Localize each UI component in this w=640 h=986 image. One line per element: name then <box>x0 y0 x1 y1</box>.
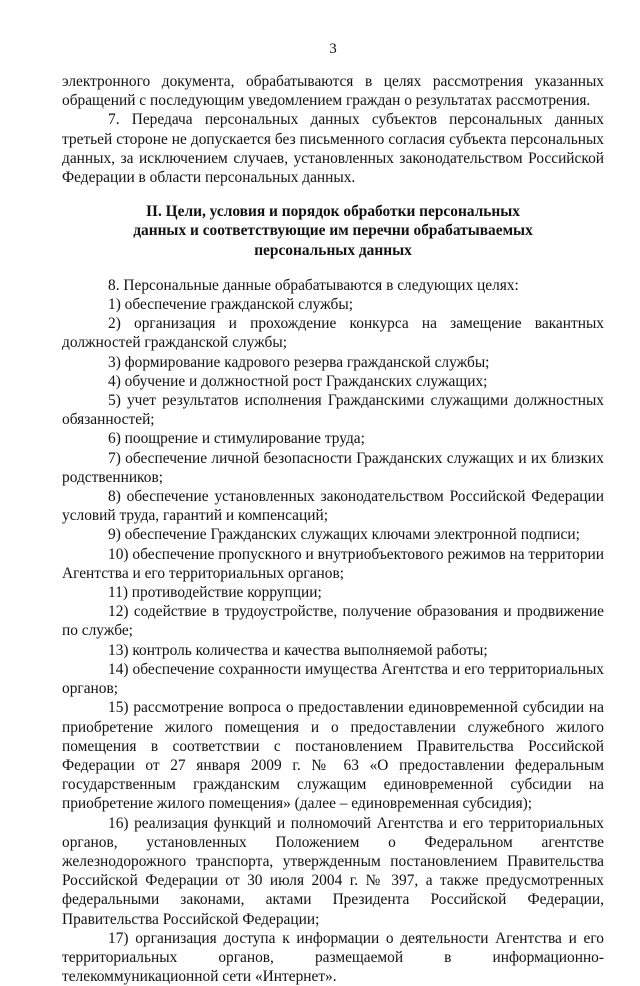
goal-item: 7) обеспечение личной безопасности Гражданских служащих и их близких родственников; <box>62 449 604 486</box>
goal-item: 14) обеспечение сохранности имущества Агентства и его территориальных органов; <box>62 660 604 698</box>
paragraph-item-7: 7. Передача персональных данных субъектов персональных данных третьей стороне не допускается без письменного согласия субъекта персональных данных, за исключением случаев, установленных законодательством Российской Федерации в области персональных данных. <box>62 111 604 187</box>
goal-item: 13) контроль количества и качества выполняемой работы; <box>108 641 488 659</box>
section-heading-line: персональных данных <box>254 241 412 259</box>
goal-item: 16) реализация функций и полномочий Агентства и его территориальных органов, установленных Положением о Федеральном агентстве железнодорожного транспорта, утвержденным постановлением Правительства Российской Федерации от 30 июля 2004 г. № 397, а также предусмотренных федеральными законами, актами Президента Российской Федерации, Правительства Российской Федерации; <box>62 814 604 928</box>
goal-item: 11) противодействие коррупции; <box>108 584 322 602</box>
goals-list <box>62 295 604 986</box>
goal-item: 9) обеспечение Гражданских служащих ключами электронной подписи; <box>108 526 580 544</box>
goal-item: 5) учет результатов исполнения Гражданскими служащими должностных обязанностей; <box>62 392 604 429</box>
paragraph-continuation: электронного документа, обрабатываются в целях рассмотрения указанных обращений с последующим уведомлением граждан о результатах рассмотрения. <box>62 73 604 110</box>
goal-item: 10) обеспечение пропускного и внутриобъектового режимов на территории Агентства и его территориальных органов; <box>62 545 604 582</box>
goal-item: 2) организация и прохождение конкурса на замещение вакантных должностей гражданской службы; <box>62 315 604 352</box>
goal-item: 12) содействие в трудоустройстве, получение образования и продвижение по службе; <box>62 603 604 640</box>
goal-item: 4) обучение и должностной рост Гражданских служащих; <box>108 372 488 390</box>
goal-item: 15) рассмотрение вопроса о предоставлении единовременной субсидии на приобретение жилого помещения и о предоставлении служебного жилого помещения в соответствии с постановлением Правительства Российской Федерации от 27 января 2009 г. № 63 «О предоставлении федеральным государственным гражданским служащим единовременной субсидии на приобретение жилого помещения» (далее – единовременная субсидия); <box>62 699 604 813</box>
goal-item: 3) формирование кадрового резерва гражданской службы; <box>108 353 490 371</box>
page-number: 3 <box>329 41 337 57</box>
goal-item: 6) поощрение и стимулирование труда; <box>108 430 365 448</box>
section-heading-line: II. Цели, условия и порядок обработки персональных <box>146 203 520 221</box>
paragraph-item-8-intro: 8. Персональные данные обрабатываются в следующих целях: <box>108 276 519 294</box>
goal-item: 8) обеспечение установленных законодательством Российской Федерации условий труда, гарантий и компенсаций; <box>62 488 604 525</box>
goal-item: 17) организация доступа к информации о деятельности Агентства и его территориальных органов, размещаемой в информационно-телекоммуникационной сети «Интернет». <box>62 929 604 986</box>
goal-item: 1) обеспечение гражданской службы; <box>108 296 354 314</box>
section-heading <box>62 202 604 260</box>
section-heading-line: данных и соответствующие им перечни обрабатываемых <box>133 222 533 240</box>
